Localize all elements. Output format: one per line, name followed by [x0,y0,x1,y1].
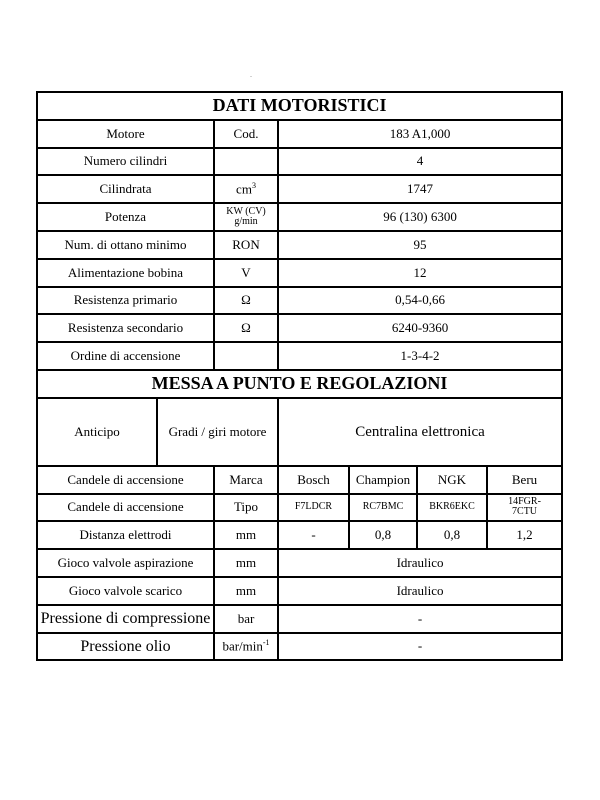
row-value: 6240-9360 [278,314,562,342]
brand-bosch: Bosch [278,466,349,494]
row-unit: Cod. [214,120,278,148]
row-value: 1747 [278,175,562,203]
distanza-label: Distanza elettrodi [37,521,214,549]
tipo-ngk: BKR6EKC [417,494,487,522]
distanza-champion: 0,8 [349,521,417,549]
row-unit: Ω [214,314,278,342]
distanza-beru: 1,2 [487,521,562,549]
brand-beru: Beru [487,466,562,494]
anticipo-unit: Gradi / giri motore [157,398,278,466]
row-unit: mm [214,549,278,577]
row-unit: Ω [214,287,278,315]
unit-exponent: -1 [262,638,270,648]
section-title-messa-a-punto: MESSA A PUNTO E REGOLAZIONI [37,370,562,398]
row-unit: bar [214,605,278,633]
row-label: Resistenza primario [37,287,214,315]
row-label: Pressione di compressione [37,605,214,633]
anticipo-label: Anticipo [37,398,157,466]
row-unit: mm [214,577,278,605]
brand-champion: Champion [349,466,417,494]
top-mark: - [250,74,252,80]
tipo-beru [487,494,562,522]
row-value: Idraulico [278,577,562,605]
brand-ngk: NGK [417,466,487,494]
anticipo-value: Centralina elettronica [278,398,562,466]
distanza-bosch: - [278,521,349,549]
unit-base: bar/min [222,638,263,654]
section-title-dati-motoristici: DATI MOTORISTICI [37,92,562,120]
distanza-ngk: 0,8 [417,521,487,549]
row-unit: V [214,259,278,287]
row-label: Num. di ottano minimo [37,231,214,259]
row-value: 0,54-0,66 [278,287,562,315]
row-value: 1-3-4-2 [278,342,562,370]
row-unit [214,148,278,176]
row-value: - [278,605,562,633]
engine-data-table [36,91,563,661]
candele-marca-label: Candele di accensione [37,466,214,494]
row-unit [214,175,278,203]
row-label: Numero cilindri [37,148,214,176]
olio-label: Pressione olio [37,633,214,661]
unit-exponent: 3 [251,180,256,190]
row-label: Gioco valvole scarico [37,577,214,605]
row-label: Resistenza secondario [37,314,214,342]
row-value: Idraulico [278,549,562,577]
row-value: 96 (130) 6300 [278,203,562,231]
candele-marca-unit: Marca [214,466,278,494]
candele-tipo-label: Candele di accensione [37,494,214,522]
row-label: Alimentazione bobina [37,259,214,287]
beru-type-line2: 7CTU [512,506,538,518]
unit-line1: KW (CV) [226,205,266,217]
row-label: Gioco valvole aspirazione [37,549,214,577]
row-label: Cilindrata [37,175,214,203]
row-unit [214,203,278,231]
row-value: 4 [278,148,562,176]
row-value: 183 A1,000 [278,120,562,148]
unit-line2: g/min [234,216,258,228]
candele-tipo-unit: Tipo [214,494,278,522]
row-unit: RON [214,231,278,259]
row-label: Ordine di accensione [37,342,214,370]
olio-value: - [278,633,562,661]
row-value: 95 [278,231,562,259]
distanza-unit: mm [214,521,278,549]
row-label: Motore [37,120,214,148]
row-label: Potenza [37,203,214,231]
tipo-champion: RC7BMC [349,494,417,522]
tipo-bosch: F7LDCR [278,494,349,522]
beru-type-line1: 14FGR- [508,495,541,507]
row-value: 12 [278,259,562,287]
unit-base: cm [236,181,252,197]
row-unit [214,342,278,370]
olio-unit [214,633,278,661]
